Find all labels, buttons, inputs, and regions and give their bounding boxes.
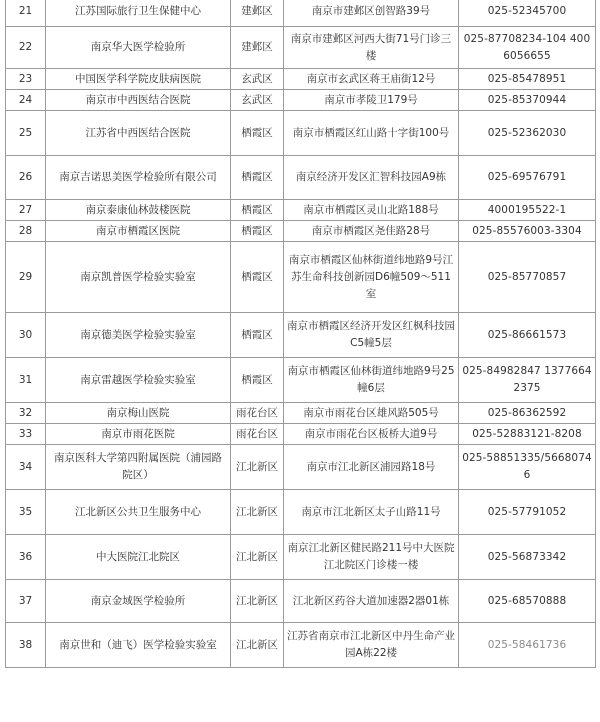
phone-cell: 025-85770857 [459,242,596,313]
testing-institution-table [5,0,596,668]
phone-cell: 025-52362030 [459,111,596,156]
table-body [6,0,596,668]
address-cell: 江北新区药谷大道加速器2器01栋 [284,580,459,623]
district-cell: 栖霞区 [231,221,284,242]
district-cell: 栖霞区 [231,313,284,358]
table-row [6,242,596,313]
institution-name-cell: 南京世和（迪飞）医学检验实验室 [46,623,231,668]
phone-cell: 4000195522-1 [459,200,596,221]
district-cell: 江北新区 [231,445,284,490]
institution-name-cell: 南京梅山医院 [46,403,231,424]
institution-name-cell: 南京市中西医结合医院 [46,90,231,111]
row-number-cell: 35 [6,490,46,535]
district-cell: 玄武区 [231,69,284,90]
table-row [6,313,596,358]
district-cell: 玄武区 [231,90,284,111]
district-cell: 雨花台区 [231,403,284,424]
row-number-cell: 38 [6,623,46,668]
row-number-cell: 29 [6,242,46,313]
institution-name-cell: 南京泰康仙林鼓楼医院 [46,200,231,221]
institution-name-cell: 南京市栖霞区医院 [46,221,231,242]
institution-name-cell: 南京医科大学第四附属医院（浦园路院区） [46,445,231,490]
table-row [6,445,596,490]
district-cell: 建邺区 [231,0,284,27]
phone-cell: 025-56873342 [459,535,596,580]
phone-cell: 025-85576003-3304 [459,221,596,242]
table-row [6,90,596,111]
address-cell: 南京市栖霞区红山路十字街100号 [284,111,459,156]
phone-cell: 025-57791052 [459,490,596,535]
table-row [6,0,596,27]
table-row [6,580,596,623]
institution-name-cell: 南京华大医学检验所 [46,27,231,69]
table-row [6,623,596,668]
address-cell: 南京市栖霞区仙林街道纬地路9号25幢6层 [284,358,459,403]
table-row [6,156,596,200]
address-cell: 南京经济开发区汇智科技园A9栋 [284,156,459,200]
table-row [6,111,596,156]
phone-cell: 025-52883121-8208 [459,424,596,445]
district-cell: 江北新区 [231,623,284,668]
institution-name-cell: 南京金域医学检验所 [46,580,231,623]
table-row [6,69,596,90]
district-cell: 栖霞区 [231,242,284,313]
institution-name-cell: 中大医院江北院区 [46,535,231,580]
row-number-cell: 31 [6,358,46,403]
address-cell: 南京市栖霞区尧佳路28号 [284,221,459,242]
district-cell: 建邺区 [231,27,284,69]
institution-name-cell: 江苏省中西医结合医院 [46,111,231,156]
row-number-cell: 36 [6,535,46,580]
institution-name-cell: 江北新区公共卫生服务中心 [46,490,231,535]
address-cell: 南京市建邺区河西大街71号门诊三楼 [284,27,459,69]
table-row [6,403,596,424]
institution-name-cell: 南京德美医学检验实验室 [46,313,231,358]
district-cell: 江北新区 [231,490,284,535]
address-cell: 南京市栖霞区灵山北路188号 [284,200,459,221]
district-cell: 栖霞区 [231,200,284,221]
district-cell: 栖霞区 [231,358,284,403]
row-number-cell: 24 [6,90,46,111]
address-cell: 南京市江北新区太子山路11号 [284,490,459,535]
address-cell: 南京江北新区健民路211号中大医院江北院区门诊楼一楼 [284,535,459,580]
phone-cell: 025-84982847 13776642375 [459,358,596,403]
row-number-cell: 23 [6,69,46,90]
address-cell: 南京市孝陵卫179号 [284,90,459,111]
phone-cell: 025-86661573 [459,313,596,358]
institution-name-cell: 江苏国际旅行卫生保健中心 [46,0,231,27]
table-row [6,200,596,221]
row-number-cell: 33 [6,424,46,445]
row-number-cell: 37 [6,580,46,623]
phone-cell: 025-85370944 [459,90,596,111]
phone-cell: 025-52345700 [459,0,596,27]
row-number-cell: 21 [6,0,46,27]
address-cell: 南京市栖霞区仙林街道纬地路9号江苏生命科技创新园D6幢509～511室 [284,242,459,313]
address-cell: 南京市建邺区创智路39号 [284,0,459,27]
institution-name-cell: 中国医学科学院皮肤病医院 [46,69,231,90]
table-row [6,27,596,69]
district-cell: 栖霞区 [231,156,284,200]
address-cell: 江苏省南京市江北新区中丹生命产业园A栋22楼 [284,623,459,668]
institution-name-cell: 南京雷越医学检验实验室 [46,358,231,403]
table-row [6,535,596,580]
phone-cell: 025-85478951 [459,69,596,90]
address-cell: 南京市雨花台区板桥大道9号 [284,424,459,445]
row-number-cell: 26 [6,156,46,200]
institution-name-cell: 南京凯普医学检验实验室 [46,242,231,313]
address-cell: 南京市栖霞区经济开发区红枫科技园C5幢5层 [284,313,459,358]
institution-name-cell: 南京吉诺思美医学检验所有限公司 [46,156,231,200]
district-cell: 栖霞区 [231,111,284,156]
address-cell: 南京市雨花台区雄风路505号 [284,403,459,424]
row-number-cell: 34 [6,445,46,490]
table-row [6,358,596,403]
row-number-cell: 22 [6,27,46,69]
table-row [6,424,596,445]
address-cell: 南京市江北新区浦园路18号 [284,445,459,490]
table-row [6,221,596,242]
district-cell: 江北新区 [231,580,284,623]
address-cell: 南京市玄武区蒋王庙街12号 [284,69,459,90]
district-cell: 雨花台区 [231,424,284,445]
phone-cell: 025-69576791 [459,156,596,200]
phone-cell: 025-87708234-104 4006056655 [459,27,596,69]
institution-name-cell: 南京市雨花医院 [46,424,231,445]
row-number-cell: 32 [6,403,46,424]
row-number-cell: 28 [6,221,46,242]
phone-cell: 025-68570888 [459,580,596,623]
phone-cell: 025-58461736 [459,623,596,668]
row-number-cell: 25 [6,111,46,156]
phone-cell: 025-86362592 [459,403,596,424]
row-number-cell: 30 [6,313,46,358]
row-number-cell: 27 [6,200,46,221]
phone-cell: 025-58851335/56680746 [459,445,596,490]
district-cell: 江北新区 [231,535,284,580]
table-row [6,490,596,535]
